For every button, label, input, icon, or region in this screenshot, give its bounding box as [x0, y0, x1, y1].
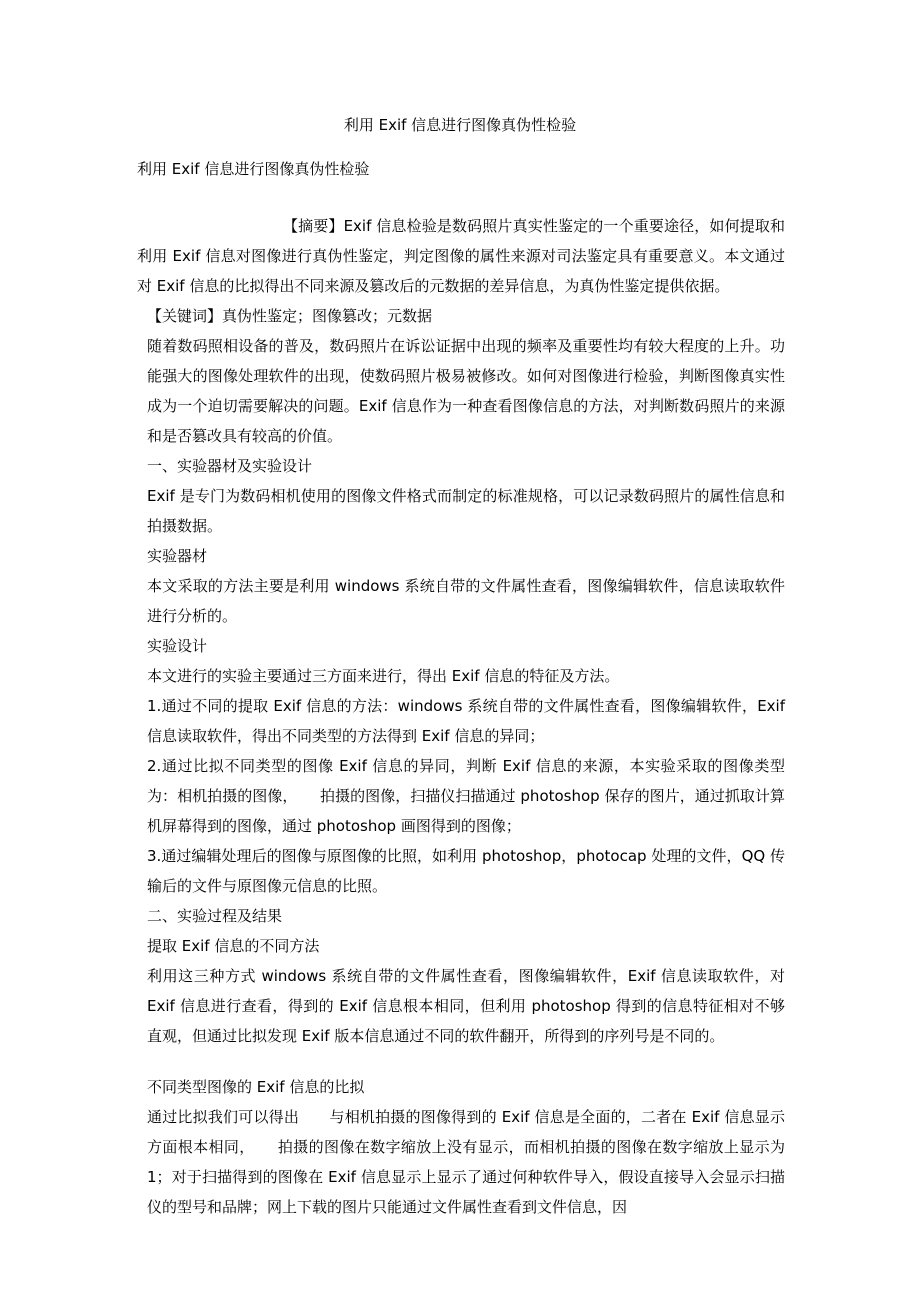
extract-paragraph: 利用这三种方式 windows 系统自带的文件属性查看，图像编辑软件，Exif 信息读取软件，对 Exif 信息进行查看，得到的 Exif 信息根本相同，但利用 photoshop 得到的信息特征相对不够直观，但通过比拟发现 Exif 版本信息通过不同的软件翻开，所得到的序列号是不同的。	[147, 967, 785, 1045]
document-body	[137, 154, 785, 1222]
abstract-paragraph: 【摘要】Exif 信息检验是数码照片真实性鉴定的一个重要途径，如何提取和利用 Exif 信息对图像进行真伪性鉴定，判定图像的属性来源对司法鉴定具有重要意义。本文通过对 Exif 信息的比拟得出不同来源及篡改后的元数据的差异信息，为真伪性鉴定提供依据。	[137, 217, 785, 295]
document-title: 利用 Exif 信息进行图像真伪性检验	[137, 160, 370, 178]
subheading-extract: 提取 Exif 信息的不同方法	[147, 937, 320, 955]
compare-paragraph: 通过比拟我们可以得出 与相机拍摄的图像得到的 Exif 信息是全面的，二者在 Exif 信息显示方面根本相同， 拍摄的图像在数字缩放上没有显示，而相机拍摄的图像在数字缩放上显示为 1；对于扫描得到的图像在 Exif 信息显示上显示了通过何种软件导入，假设直接导入会显示扫描仪的型号和品牌；网上下载的图片只能通过文件属性查看到文件信息，因	[147, 1108, 785, 1216]
equipment-paragraph: 本文采取的方法主要是利用 windows 系统自带的文件属性查看，图像编辑软件，信息读取软件进行分析的。	[147, 577, 785, 625]
page-header-title: 利用 Exif 信息进行图像真伪性检验	[343, 116, 577, 134]
list-item-3: 3.通过编辑处理后的图像与原图像的比照，如利用 photoshop，photocap 处理的文件，QQ 传输后的文件与原图像元信息的比照。	[147, 847, 785, 895]
subheading-design: 实验设计	[147, 637, 208, 655]
intro-paragraph: 随着数码照相设备的普及，数码照片在诉讼证据中出现的频率及重要性均有较大程度的上升。功能强大的图像处理软件的出现，使数码照片极易被修改。如何对图像进行检验，判断图像真实性成为一个迫切需要解决的问题。Exif 信息作为一种查看图像信息的方法，对判断数码照片的来源和是否篡改具有较高的价值。	[147, 337, 785, 445]
keywords-line: 【关键词】真伪性鉴定；图像篡改；元数据	[147, 307, 433, 325]
list-item-2: 2.通过比拟不同类型的图像 Exif 信息的异同，判断 Exif 信息的来源，本实验采取的图像类型为：相机拍摄的图像， 拍摄的图像，扫描仪扫描通过 photoshop 保存的图片，通过抓取计算机屏幕得到的图像，通过 photoshop 画图得到的图像；	[147, 757, 785, 835]
section1-paragraph: Exif 是专门为数码相机使用的图像文件格式而制定的标准规格，可以记录数码照片的属性信息和拍摄数据。	[147, 487, 785, 535]
list-item-1: 1.通过不同的提取 Exif 信息的方法：windows 系统自带的文件属性查看，图像编辑软件，Exif 信息读取软件，得出不同类型的方法得到 Exif 信息的异同；	[147, 697, 785, 745]
design-paragraph: 本文进行的实验主要通过三方面来进行，得出 Exif 信息的特征及方法。	[147, 667, 620, 685]
subheading-compare: 不同类型图像的 Exif 信息的比拟	[147, 1078, 365, 1096]
section-heading-2: 二、实验过程及结果	[147, 907, 283, 925]
section-heading-1: 一、实验器材及实验设计	[147, 457, 313, 475]
subheading-equipment: 实验器材	[147, 547, 208, 565]
